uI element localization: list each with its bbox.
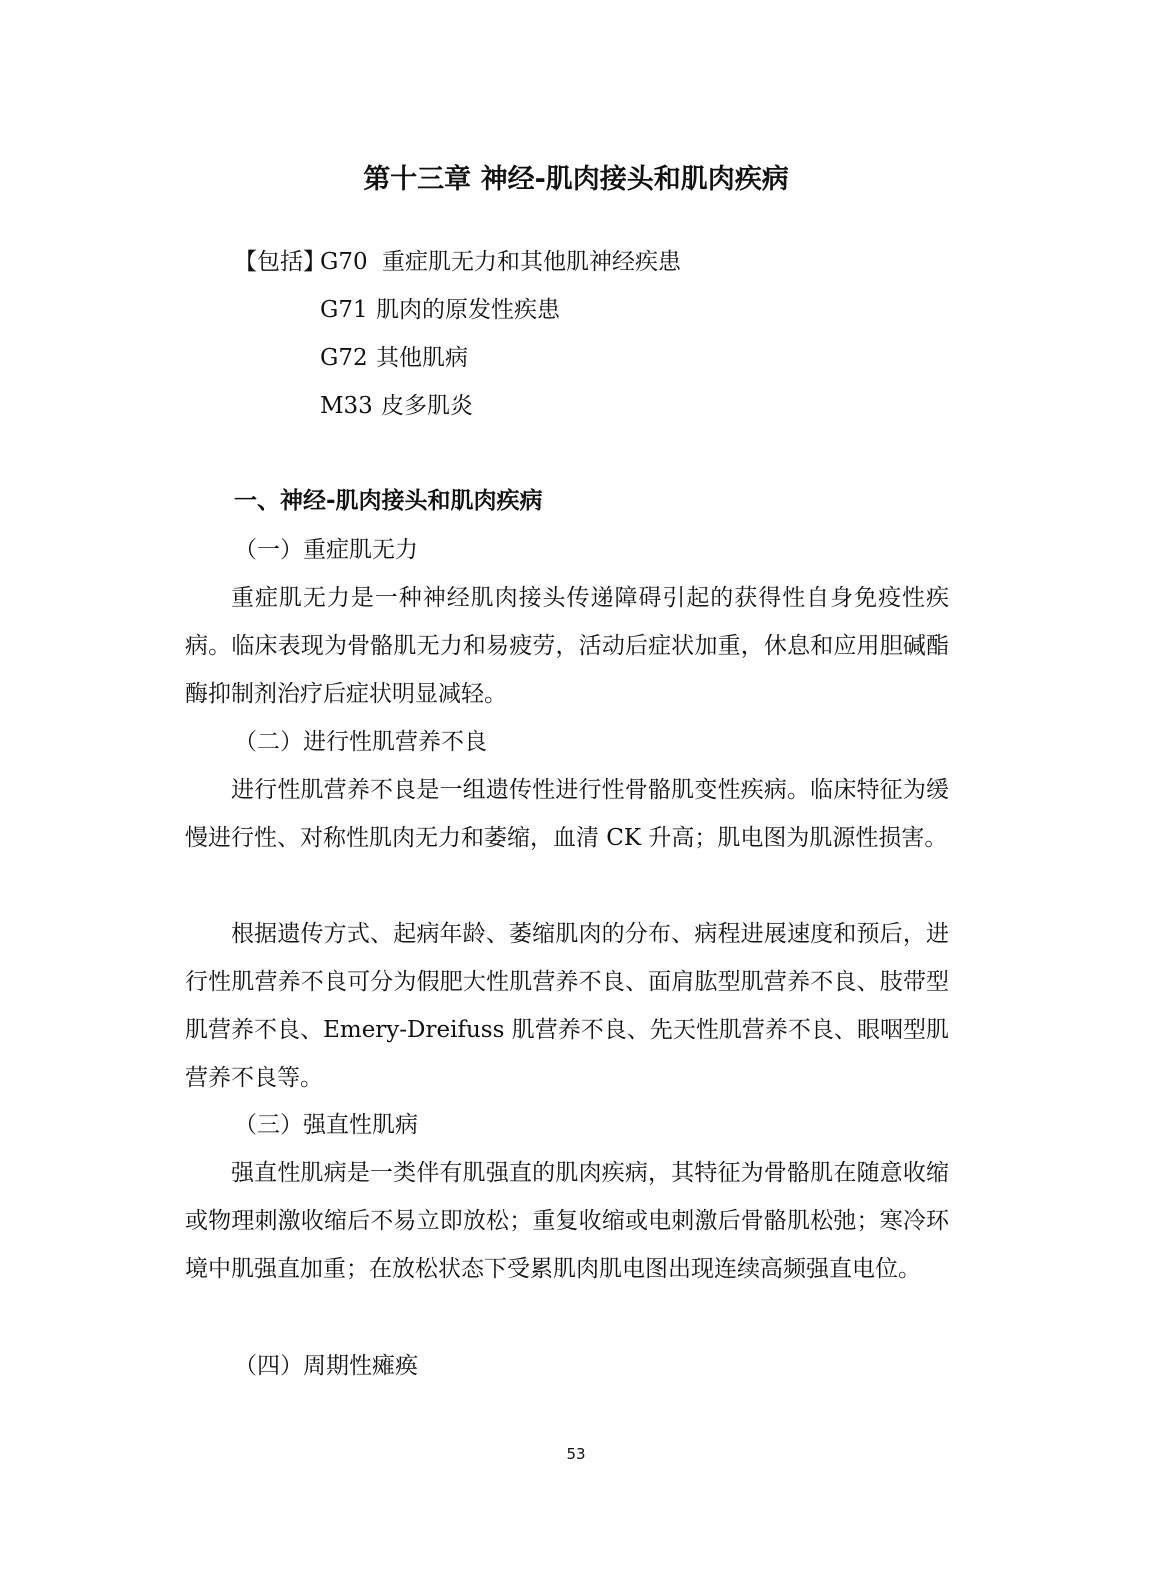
includes-code: G71 [320,297,368,323]
paragraph: 重症肌无力是一种神经肌肉接头传递障碍引起的获得性自身免疫性疾病。临床表现为骨骼肌无力和易疲劳，活动后症状加重，休息和应用胆碱酯酶抑制剂治疗后症状明显减轻。 [185,585,949,707]
subsection-heading: （四）周期性瘫痪 [234,1353,418,1379]
paragraph: 进行性肌营养不良是一组遗传性进行性骨骼肌变性疾病。临床特征为缓慢进行性、对称性肌肉无力和萎缩，血清 CK 升高；肌电图为肌源性损害。 [185,777,949,851]
page-number: 53 [566,1445,586,1463]
subsection-heading: （一）重症肌无力 [234,537,418,563]
subsection-heading: （三）强直性肌病 [234,1112,418,1138]
section-heading: 一、神经-肌肉接头和肌肉疾病 [234,488,543,514]
includes-text: 皮多肌炎 [381,393,473,419]
paragraph: 强直性肌病是一类伴有肌强直的肌肉疾病，其特征为骨骼肌在随意收缩或物理刺激收缩后不易立即放松；重复收缩或电刺激后骨骼肌松弛；寒冷环境中肌强直加重；在放松状态下受累肌肉肌电图出现连续高频强直电位。 [185,1160,949,1282]
includes-row [0,341,1152,375]
includes-text: 肌肉的原发性疾患 [376,297,560,323]
includes-prefix: 【包括】 [234,249,326,275]
paragraph: 根据遗传方式、起病年龄、萎缩肌肉的分布、病程进展速度和预后，进行性肌营养不良可分为假肥大性肌营养不良、面肩肱型肌营养不良、肢带型肌营养不良、Emery-Dreifuss 肌营养不良、先天性肌营养不良、眼咽型肌营养不良等。 [185,921,949,1091]
includes-code: M33 [320,393,373,419]
includes-code: G70 [320,249,368,275]
includes-row [0,245,1152,279]
chapter-title: 第十三章 神经-肌肉接头和肌肉疾病 [363,164,789,195]
includes-text: 其他肌病 [376,345,468,371]
includes-code: G72 [320,345,368,371]
includes-row [0,389,1152,423]
subsection-heading: （二）进行性肌营养不良 [234,729,487,755]
includes-text: 重症肌无力和其他肌神经疾患 [382,249,681,275]
includes-row [0,293,1152,327]
